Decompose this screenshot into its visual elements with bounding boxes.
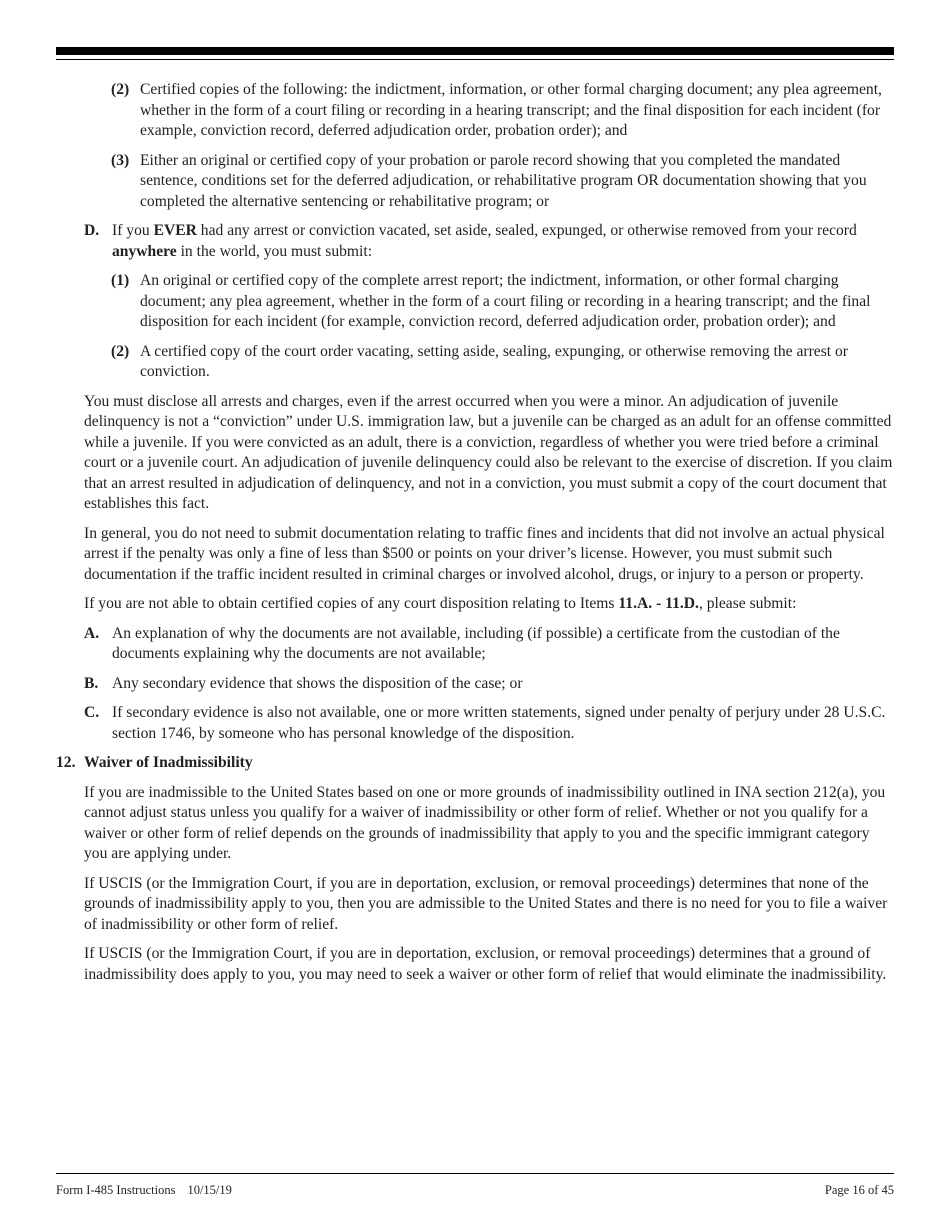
list-item-d1 xyxy=(56,271,894,333)
item-label: B. xyxy=(84,674,99,692)
footer-page-number: Page 16 of 45 xyxy=(824,1183,894,1197)
list-item-d xyxy=(56,221,894,262)
paragraph-waiver-3: If USCIS (or the Immigration Court, if you are in deportation, exclusion, or removal proceedings) determines that a ground of inadmissibility does apply to you, you may need to seek a waiver or other form of relief that would eliminate the inadmissibility. xyxy=(84,945,887,983)
footer-form-name: Form I-485 Instructions xyxy=(56,1183,176,1197)
item-text: Certified copies of the following: the indictment, information, or other formal charging document; any plea agreement, whether in the form of a court filing or recording in a hearing transcript; and the final disposition for each incident (for example, conviction record, deferred adjudication order, probation order); and xyxy=(140,81,882,139)
item-label: D. xyxy=(84,222,100,239)
item-text: Any secondary evidence that shows the disposition of the case; or xyxy=(112,674,523,692)
list-item-c3 xyxy=(56,151,894,213)
paragraph-unable-to-obtain: If you are not able to obtain certified copies of any court disposition relating to Items 11.A. - 11.D., please submit: xyxy=(84,595,797,612)
item-label: (3) xyxy=(111,151,130,169)
header-rule-thin xyxy=(56,59,894,60)
item-label: (2) xyxy=(111,81,130,98)
footer-form-info xyxy=(56,1183,232,1198)
item-text: If secondary evidence is also not available, one or more written statements, signed under penalty of perjury under 28 U.S.C. section 1746, by someone who has personal knowledge of the disposition. xyxy=(112,704,886,742)
page-body xyxy=(56,80,894,994)
item-text: An explanation of why the documents are not available, including (if possible) a certificate from the custodian of the documents explaining why the documents are not available; xyxy=(112,624,840,662)
item-text: Either an original or certified copy of your probation or parole record showing that you completed the mandated sentence, conditions set for the deferred adjudication, or rehabilitative program OR documentation showing that you completed the alternative sentencing or rehabilitative program; or xyxy=(140,151,867,210)
paragraph-waiver-1: If you are inadmissible to the United States based on one or more grounds of inadmissibility outlined in INA section 212(a), you cannot adjust status unless you qualify for a waiver of inadmissibility or other form of relief. Whether or not you qualify for a waiver or other form of relief depends on the grounds of inadmissibility that apply to you and the specific immigrant category you are applying under. xyxy=(84,783,886,862)
header-rule-thick xyxy=(56,47,894,55)
item-text: An original or certified copy of the complete arrest report; the indictment, information, or other formal charging document; any plea agreement, whether in the form of a court filing or recording in a hearing transcript; and the final disposition for each incident (for example, conviction record, deferred adjudication order, probation order); and xyxy=(140,272,871,330)
list-item-d2 xyxy=(56,342,894,383)
paragraph-waiver-2: If USCIS (or the Immigration Court, if you are in deportation, exclusion, or removal proceedings) determines that none of the grounds of inadmissibility apply to you, then you are admissible to the United States and there is no need for you to file a waiver of inadmissibility or other form of relief. xyxy=(84,874,888,933)
item-text: If you EVER had any arrest or conviction vacated, set aside, sealed, expunged, or otherwise removed from your record anywhere in the world, you must submit: xyxy=(112,222,857,260)
list-item-c2 xyxy=(56,80,894,142)
section-heading-waiver xyxy=(56,753,894,774)
paragraph-disclose-arrests: You must disclose all arrests and charges, even if the arrest occurred when you were a minor. An adjudication of juvenile delinquency is not a “conviction” under U.S. immigration law, but a juvenile can be charged as an adult for an offense committed while a juvenile. If you were convicted as an adult, there is a conviction, regardless of whether you were tried before a criminal court or a juvenile court. An adjudication of juvenile delinquency could also be relevant to the exercise of discretion. If you claim that an arrest resulted in adjudication of delinquency, and not in a conviction, you must submit a copy of the court document that establishes this fact. xyxy=(84,392,893,512)
list-item-evidence-c xyxy=(56,703,894,744)
list-item-evidence-b xyxy=(56,674,894,695)
item-label: (2) xyxy=(111,342,130,360)
paragraph-traffic: In general, you do not need to submit documentation relating to traffic fines and incidents that did not involve an actual physical arrest if the penalty was only a fine of less than $500 or points on your driver’s license. However, you must submit such documentation if the traffic incident resulted in criminal charges or involved alcohol, drugs, or injury to a person or property. xyxy=(84,524,885,583)
section-number: 12. xyxy=(56,754,76,771)
item-label: (1) xyxy=(111,272,130,289)
item-text: A certified copy of the court order vacating, setting aside, sealing, expunging, or otherwise removing the arrest or conviction. xyxy=(140,342,848,380)
list-item-evidence-a xyxy=(56,624,894,665)
footer-rule xyxy=(56,1173,894,1174)
section-title: Waiver of Inadmissibility xyxy=(84,754,253,771)
footer-form-date: 10/15/19 xyxy=(187,1183,232,1197)
item-label: C. xyxy=(84,704,100,721)
item-label: A. xyxy=(84,624,100,642)
